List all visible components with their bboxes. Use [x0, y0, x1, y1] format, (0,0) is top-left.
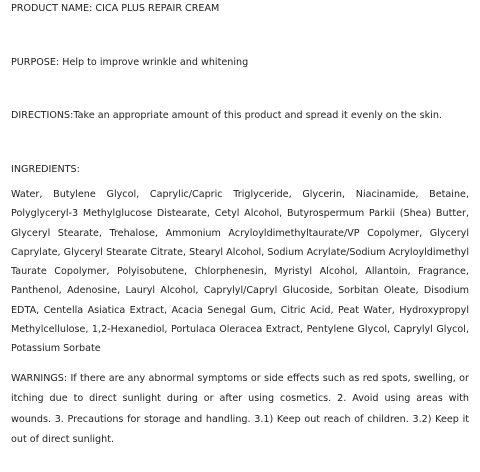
product-name-line: PRODUCT NAME: CICA PLUS REPAIR CREAM [11, 3, 220, 14]
warnings-paragraph: WARNINGS: If there are any abnormal symptoms or side effects such as red spots, swelling, or itching due to direct sunlight during or after using cosmetics. 2. Avoid using areas with wounds. 3. Precautions for storage and handling. 3.1) Keep out reach of children. 3.2) Keep it out of direct sunlight. [11, 373, 469, 445]
directions-line: DIRECTIONS:Take an appropriate amount of this product and spread it evenly on the skin. [11, 110, 442, 121]
purpose-line: PURPOSE: Help to improve wrinkle and whitening [11, 57, 249, 68]
ingredients-list: Water, Butylene Glycol, Caprylic/Capric Triglyceride, Glycerin, Niacinamide, Betaine, Polyglyceryl-3 Methylglucose Distearate, Cetyl Alcohol, Butyrospermum Parkii (Shea) Butter, Glyceryl Stearate, Trehalose, Ammonium Acryloyldimethyltaurate/VP Copolymer, Glyceryl Caprylate, Glyceryl Stearate Citrate, Stearyl Alcohol, Sodium Acrylate/Sodium Acryloyldimethyl Taurate Copolymer, Polyisobutene, Chlorphenesin, Myristyl Alcohol, Allantoin, Fragrance, Panthenol, Adenosine, Lauryl Alcohol, Caprylyl/Capryl Glucoside, Sorbitan Oleate, Disodium EDTA, Centella Asiatica Extract, Acacia Senegal Gum, Citric Acid, Peat Water, Hydroxypropyl Methylcellulose, 1,2-Hexanediol, Portulaca Oleracea Extract, Pentylene Glycol, Caprylyl Glycol, Potassium Sorbate [11, 189, 469, 355]
ingredients-heading: INGREDIENTS: [11, 164, 80, 175]
